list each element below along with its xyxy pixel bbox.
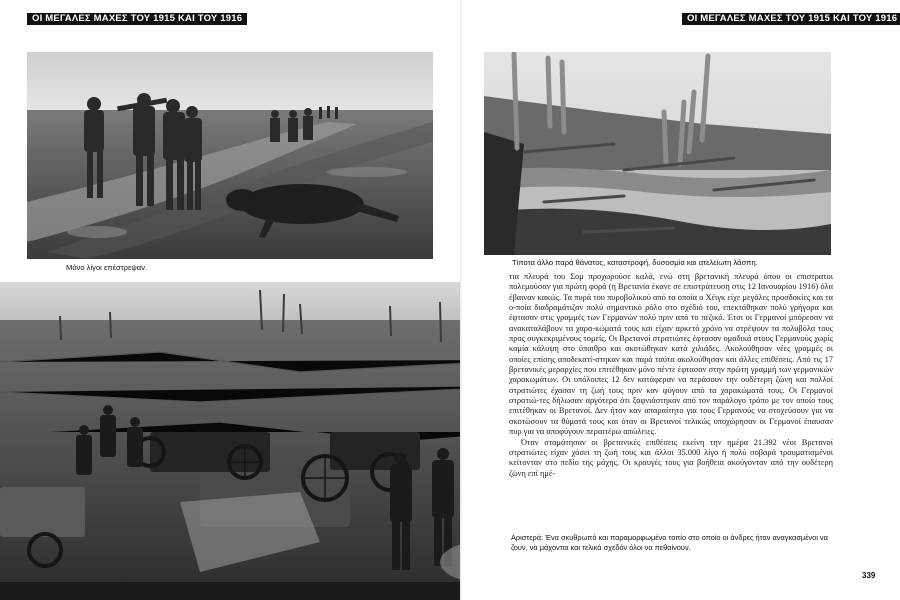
battlefield-wagons-photo	[0, 282, 524, 600]
flooded-forest-photo	[484, 52, 831, 255]
article-body	[509, 272, 833, 479]
caption-top-left: Μόνο λίγοι επέστρεψαν.	[66, 263, 148, 272]
caption-bottom-left-photo	[511, 533, 841, 553]
caption-bottom-text: Ένα σκυθρωπό και παραμορφωμένο τοπίο στο οποίο οι άνδρες ήταν αναγκασμένοι να ζουν, να μάχονται και τελικά σχεδόν όλοι να πεθαίνουν.	[511, 533, 828, 552]
body-paragraph-2: Όταν σταμάτησαν οι βρετανικές επιθέσεις εκείνη την ημέρα 21.392 νέοι Βρετανοί στρατιώτες είχαν χάσει τη ζωή τους και άλλοι 35.000 λίγο ή πολύ σοβαρά τραυματισμένοι κείτονταν στο πεδίο της μάχης. Οι κραυγές τους για βοήθεια ακούγονταν από την ουδέτερη ζώνη επί ημέ-	[509, 437, 833, 478]
running-head-right: ΟΙ ΜΕΓΑΛΕΣ ΜΑΧΕΣ ΤΟΥ 1915 ΚΑΙ ΤΟΥ 1916	[682, 13, 900, 25]
caption-bottom-prefix: Αριστερά:	[511, 533, 544, 542]
page-number: 339	[862, 571, 876, 580]
caption-top-right: Τίποτα άλλο παρά θάνατος, καταστροφή, δυσοσμία και ατελείωτη λάσπη.	[512, 258, 758, 267]
running-head-left: ΟΙ ΜΕΓΑΛΕΣ ΜΑΧΕΣ ΤΟΥ 1915 ΚΑΙ ΤΟΥ 1916	[27, 13, 247, 25]
soldiers-walking-photo	[27, 52, 433, 259]
body-paragraph-1: τια πλευρά του Σομ προχωρούσε καλά, ενώ στη βρετανική πλευρά όπου οι επιστρατοι πολεμούσαν για πρώτη φορά (η Βρετανία έκανε σε επιστράτευση στις 12 Ιανουαρίου 1916) όλα έβαιναν κακώς. Τα πυρά του πυροβολικού από τα οποία ο Χέιγκ είχε μεγάλες προσδοκίες και τα ο-ποία διαδραμάτιζαν πολύ σημαντικό ρόλο στο σχέδιό του, επεκτάθηκαν πολύ γρήγορα και έφτασαν στις γραμμές των Γερμανών πολύ πριν από το πεζικό. Έτσι οι Γερμανοί μπόρεσαν να ανακαταλάβουν τα χαρα-κώματά τους και είχαν αρκετό χρόνο να στρέψουν τα πολυβόλα τους προς συγκεκριμένους τομείς. Οι Βρετανοί στρατιώτες έφτασαν ομαδικά στους Γερμανούς χωρίς καμία κάλυψη στο ύπαιθρο και σκοτώθηκαν κατά χιλιάδες. Ακολούθησαν νέες γραμμές οι οποίες επίσης αποδεκατί-στηκαν και παρά ταύτα ακολούθησαν και άλλες επιθέσεις. Από τις 17 βρετανικές μεραρχίες που επιτέθηκαν μόνο πέντε έφτασαν στην πρώτη γραμμή των γερμανικών χαρακωμάτων. Οι υπόλοιπες 12 δεν κατάφεραν να περάσουν την ουδέτερη ζώνη και πολλοί στρατιώτες έχασαν τη ζωή τους πριν καν φύγουν από τα χαρακώματά τους. Οι Γερμανοί στρατιώ-τες δήλωσαν αργότερα ότι ξαφνιάστηκαν από τον παράλογο τρόπο με τον οποίο τους επιτέθηκαν οι Βρετανοί. Δεν ήταν καν απαραίτητο για τους Γερμανούς να στοχεύσουν για να σκοτώσουν τα θύματά τους και όταν οι Βρετανοί τελικώς υποχώρησαν οι Γερμανοί έπαυσαν πυρ για να αποφύγουν περαιτέρω απώλειες.	[509, 272, 833, 437]
